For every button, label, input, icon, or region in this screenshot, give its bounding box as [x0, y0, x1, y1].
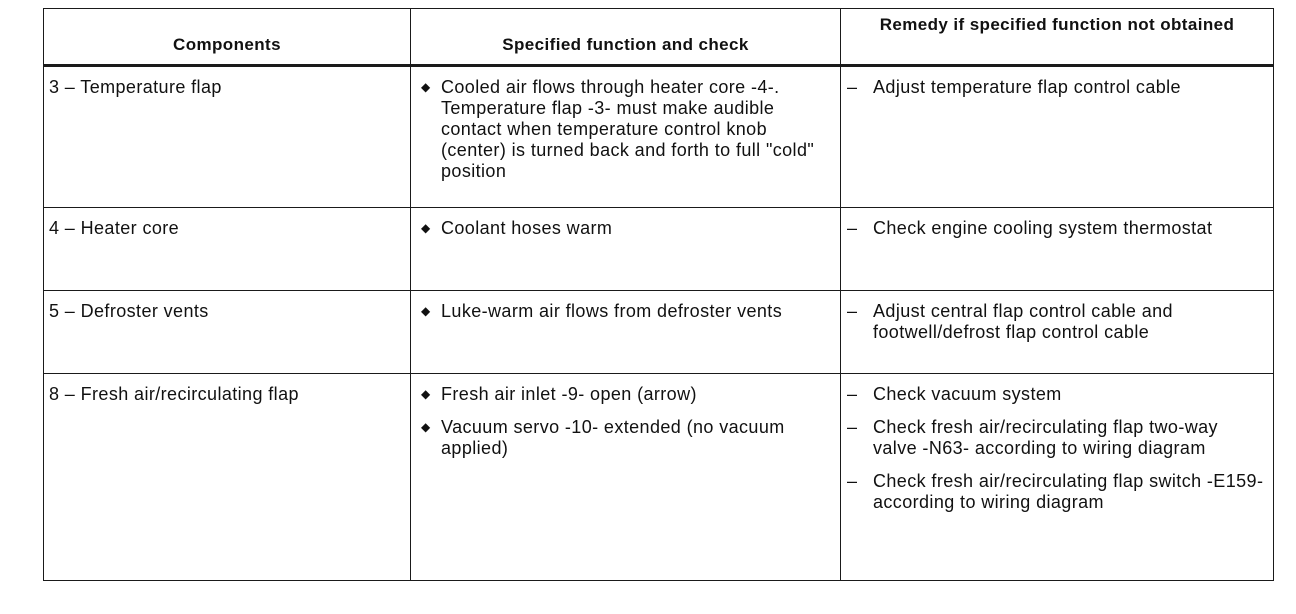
dash-bullet-icon: – — [847, 218, 858, 238]
remedy-item: – Adjust central flap control cable and footwell/defrost flap control cable — [847, 301, 1173, 342]
component-cell: 4 – Heater core — [44, 208, 411, 291]
remedy-cell — [841, 208, 1274, 291]
check-cell — [411, 66, 841, 208]
check-cell — [411, 208, 841, 291]
diamond-bullet-icon: ◆ — [421, 80, 431, 94]
header-function: Specified function and check — [411, 9, 841, 66]
remedy-cell — [841, 291, 1274, 374]
table-row — [44, 208, 1274, 291]
check-item: ◆ Fresh air inlet -9- open (arrow) — [421, 384, 697, 404]
header-components: Components — [44, 9, 411, 66]
remedy-item: – Adjust temperature flap control cable — [847, 77, 1181, 97]
remedy-item: – Check fresh air/recirculating flap two-way valve -N63- according to wiring diagram — [847, 417, 1218, 458]
dash-bullet-icon: – — [847, 301, 858, 321]
remedy-item: – Check vacuum system — [847, 384, 1062, 404]
table-row — [44, 374, 1274, 581]
check-item: ◆ Cooled air flows through heater core -4-. Temperature flap -3- must make audible contact when temperature control knob (center) is turned back and forth to full "cold" position — [421, 77, 815, 181]
dash-bullet-icon: – — [847, 471, 858, 491]
diamond-bullet-icon: ◆ — [421, 304, 431, 318]
diamond-bullet-icon: ◆ — [421, 420, 431, 434]
check-item: ◆ Coolant hoses warm — [421, 218, 613, 238]
header-row — [44, 9, 1274, 66]
remedy-item: – Check engine cooling system thermostat — [847, 218, 1213, 238]
remedy-cell — [841, 374, 1274, 581]
dash-bullet-icon: – — [847, 417, 858, 437]
dash-bullet-icon: – — [847, 77, 858, 97]
component-cell: 5 – Defroster vents — [44, 291, 411, 374]
check-item: ◆ Luke-warm air flows from defroster vents — [421, 301, 783, 321]
component-cell: 3 – Temperature flap — [44, 66, 411, 208]
remedy-cell — [841, 66, 1274, 208]
remedy-item: – Check fresh air/recirculating flap switch -E159- according to wiring diagram — [847, 471, 1264, 512]
component-cell: 8 – Fresh air/recirculating flap — [44, 374, 411, 581]
diamond-bullet-icon: ◆ — [421, 221, 431, 235]
table-row — [44, 66, 1274, 208]
spec-table — [43, 8, 1274, 581]
header-remedy: Remedy if specified function not obtained — [841, 9, 1274, 66]
check-item: ◆ Vacuum servo -10- extended (no vacuum applied) — [421, 417, 785, 458]
check-cell — [411, 291, 841, 374]
check-cell — [411, 374, 841, 581]
table-row — [44, 291, 1274, 374]
dash-bullet-icon: – — [847, 384, 858, 404]
diamond-bullet-icon: ◆ — [421, 387, 431, 401]
